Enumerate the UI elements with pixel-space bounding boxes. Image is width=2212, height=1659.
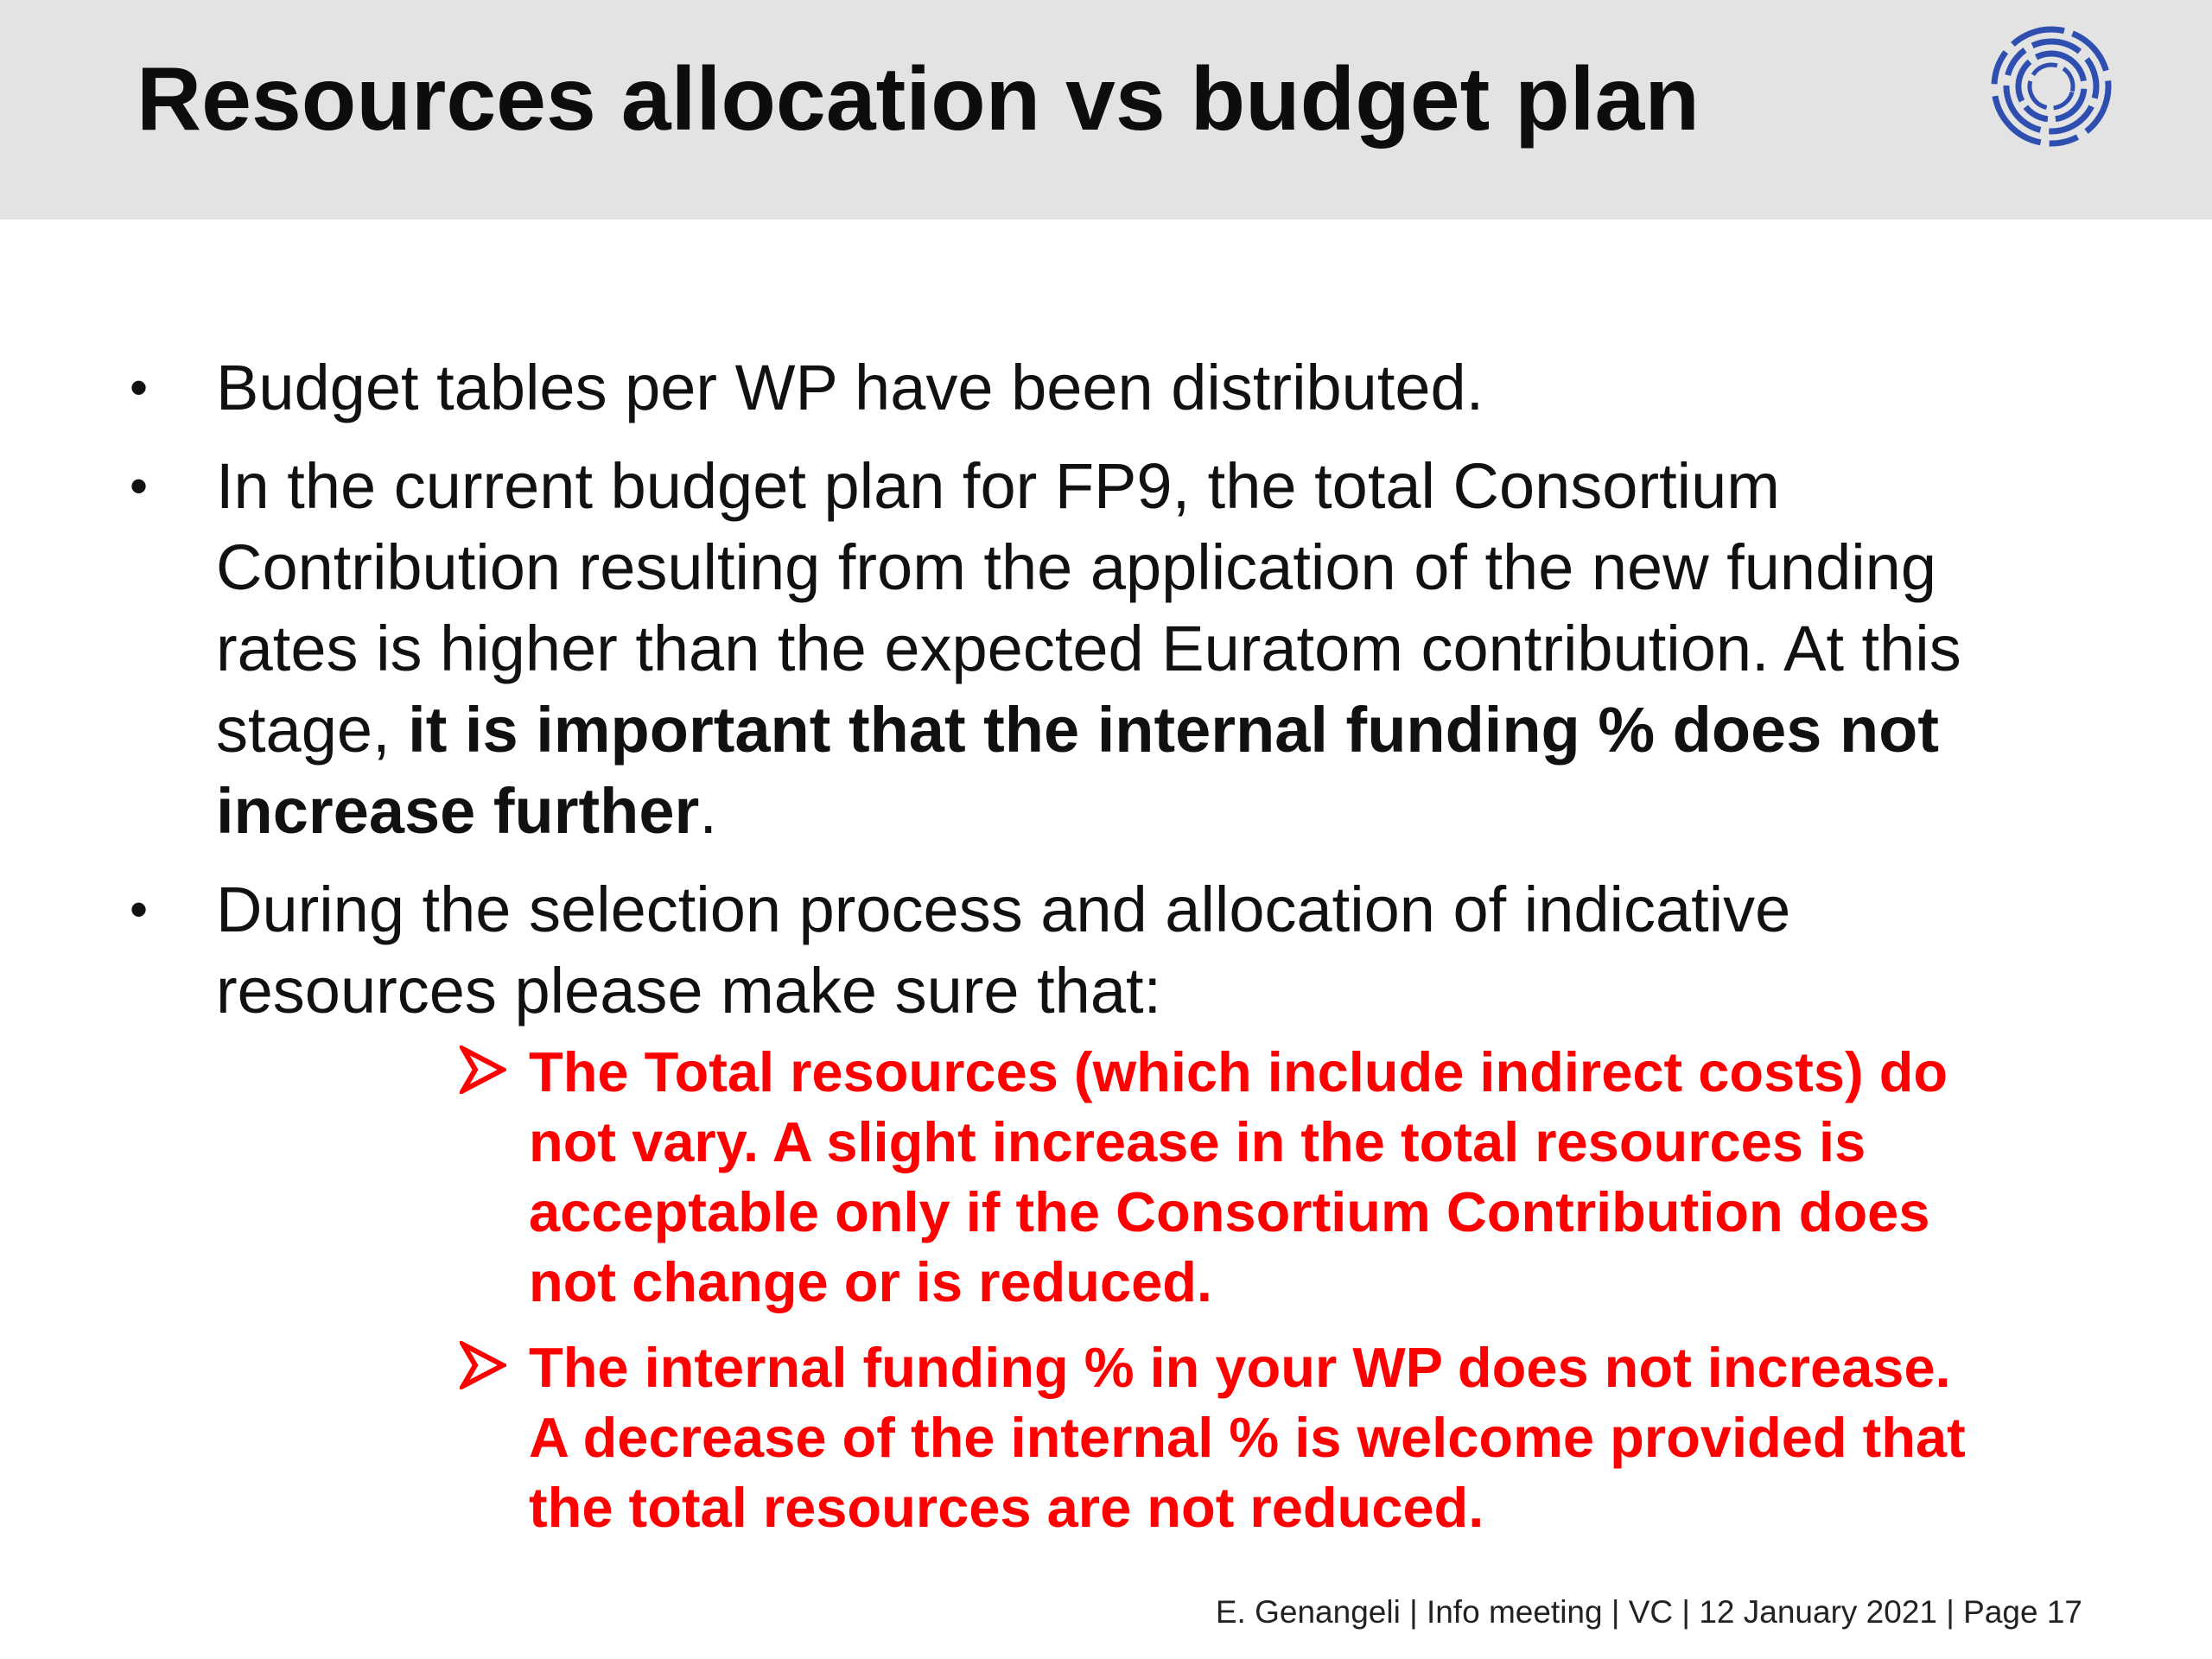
sub-bullet-text: The Total resources (which include indirect costs) do not vary. A slight increase in the total resources is acceptable only if the Consortium Contribution does not change or is reduced. [529,1040,1948,1313]
bullet-text-end: . [699,775,717,847]
organization-logo-icon [1987,22,2115,150]
bullet-dot-icon: • [130,457,149,515]
sub-bullet-item [216,1037,2082,1317]
bullet-text: In the current budget plan for FP9, the total Consortium Contribution resulting from the application of the new funding rates is higher than the expected Euratom contribution. At this stage, [216,450,1961,766]
bullet-list [0,347,2212,1560]
bullet-text: Budget tables per WP have been distributed. [216,352,1484,423]
bullet-text: During the selection process and allocation of indicative resources please make sure that: [216,874,1791,1027]
bullet-dot-icon: • [130,880,149,938]
sub-bullet-item [216,1332,2082,1542]
arrowhead-bullet-icon [460,1046,506,1094]
arrowhead-bullet-icon [460,1341,506,1389]
bullet-dot-icon: • [130,359,149,416]
sub-bullet-list [216,1037,2082,1542]
slide-title: Resources allocation vs budget plan [137,49,1700,149]
slide-footer: E. Genangeli | Info meeting | VC | 12 January 2021 | Page 17 [1215,1594,2082,1630]
sub-bullet-text: The internal funding % in your WP does not increase. A decrease of the internal % is welcome provided that the total resources are not reduced. [529,1336,1966,1539]
bullet-emphasis: it is important that the internal funding % does not increase further [216,694,1940,847]
bullet-item [0,446,2212,852]
bullet-item [0,869,2212,1542]
bullet-item [0,347,2212,429]
